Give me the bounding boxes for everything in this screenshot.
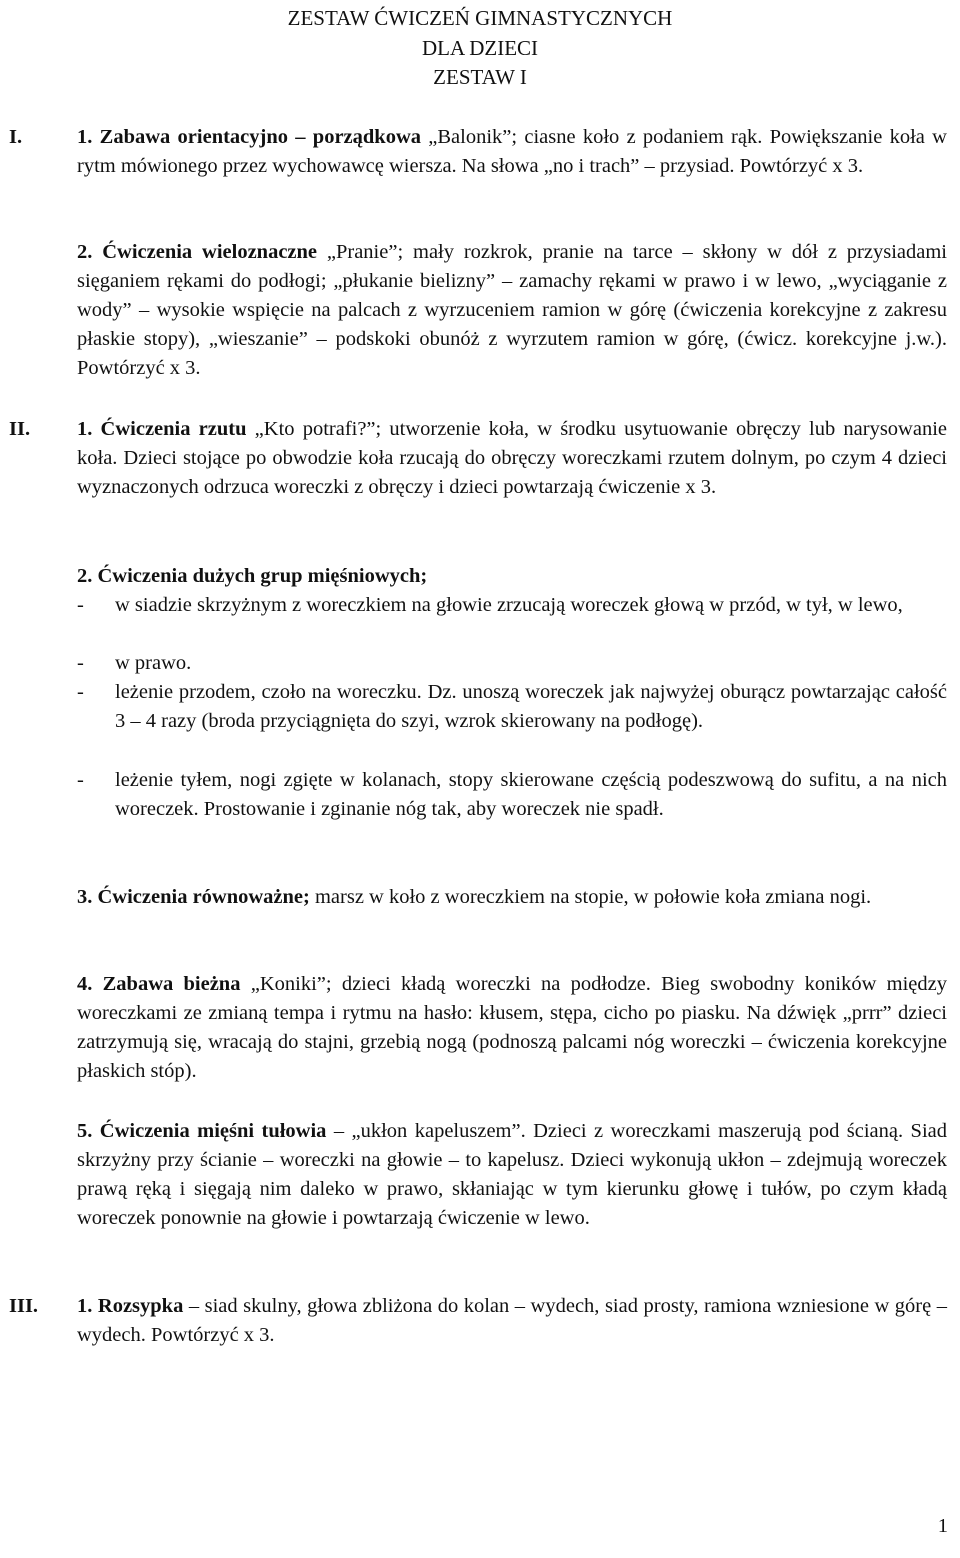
exercise-text: „Kto potrafi?”; utworzenie koła, w środku usytuowanie obręczy lub narysowanie koła. Dzieci stojące po obwodzie koła rzucają do obręczy woreczkami rzutem dolnym, po czym 4 dzieci wyznaczonych odrzuca woreczki z obręczy i dzieci powtarzają ćwiczenie x 3. [77,418,947,498]
exercise-heading: 3. Ćwiczenia równoważne; [77,886,310,908]
exercise-text: „Koniki”; dzieci kładą woreczki na podłodze. Bieg swobodny koników między woreczkami ze zmianą tempa i rytmu na hasło: kłusem, stępa, cicho po piasku. Na dźwięk „prrr” dzieci zatrzymują się, wracają do stajni, grzebią nogą (podnoszą palcami nóg woreczki – ćwiczenia korekcyjne płaskich stóp). [77,973,948,1082]
exercise-text: „Balonik”; ciasne koło z podaniem rąk. Powiększanie koła w rytm mówionego przez wychowawcę wiersza. Na słowa „no i trach” – przysiad. Powtórzyć x 3. [77,126,947,177]
section-2-exercise-4 [77,970,947,1086]
exercise-text: – „ukłon kapeluszem”. Dzieci z woreczkami maszerują pod ścianą. Siad skrzyżny przy ścianie – woreczki na głowie – to kapelusz. Dzieci wykonują ukłon – zdejmują woreczek prawą ręką i sięgają nim daleko w prawo, skłaniając w tym kierunku głowę i tułów, po czym kładą woreczek ponownie na głowie i powtarzają ćwiczenie w lewo. [77,1120,947,1229]
section-1-label: I. [9,126,23,148]
dash-item-1 [77,591,947,620]
dash-marker: - [77,594,84,616]
exercise-heading: 4. Zabawa bieżna [77,973,241,995]
exercise-heading: 2. Ćwiczenia wieloznaczne [77,241,318,263]
exercise-heading: 1. Zabawa orientacyjno – porządkowa [77,126,421,148]
dash-marker: - [77,681,84,703]
section-2-label: II. [9,418,31,440]
section-2-exercise-2-heading [77,562,947,591]
section-3-label: III. [9,1295,39,1317]
dash-marker: - [77,652,84,674]
exercise-text: „Pranie”; mały rozkrok, pranie na tarce – skłony w dół z przysiadami sięganiem rękami do podłogi; „płukanie bielizny” – zamachy rękami w prawo i w lewo, „wyciąganie z wody” – wysokie wspięcie na palcach z wyrzuceniem ramion w górę (ćwiczenia korekcyjne z zakresu płaskie stopy), „wieszanie” – podskoki obunóż z wyrzutem ramion w górę, (ćwicz. korekcyjne j.w.). Powtórzyć x 3. [77,241,947,379]
exercise-heading: 1. Ćwiczenia rzutu [77,418,247,440]
dash-item-2 [77,649,947,678]
exercise-text: – siad skulny, głowa zbliżona do kolan – wydech, siad prosty, ramiona wzniesione w górę – wydech. Powtórzyć x 3. [77,1295,947,1346]
section-2-exercise-1 [77,415,947,502]
dash-marker: - [77,769,84,791]
document-title [0,4,960,93]
section-2-exercise-5 [77,1117,947,1233]
section-1-exercise-1 [77,123,947,181]
dash-item-4 [77,766,947,824]
exercise-heading: 5. Ćwiczenia mięśni tułowia [77,1120,327,1142]
dash-item-text: w prawo. [115,652,192,674]
title-line-3: ZESTAW I [433,65,527,89]
dash-item-text: w siadzie skrzyżnym z woreczkiem na głowie zrzucają woreczek głową w przód, w tył, w lewo, [115,594,903,616]
dash-item-text: leżenie tyłem, nogi zgięte w kolanach, stopy skierowane częścią podeszwową do sufitu, a na nich woreczek. Prostowanie i zginanie nóg tak, aby woreczek nie spadł. [115,769,947,820]
title-line-2: DLA DZIECI [421,35,539,60]
section-2-exercise-3 [77,883,947,912]
dash-item-3 [77,678,947,736]
page-number: 1 [937,1515,948,1537]
section-1-exercise-2 [77,238,947,383]
section-3-exercise-1 [77,1292,947,1350]
exercise-heading: 1. Rozsypka [77,1295,184,1317]
exercise-heading: 2. Ćwiczenia dużych grup mięśniowych; [77,565,428,587]
title-line-1: ZESTAW ĆWICZEŃ GIMNASTYCZNYCH [287,6,673,30]
dash-item-text: leżenie przodem, czoło na woreczku. Dz. unoszą woreczek jak najwyżej oburącz powtarzając całość 3 – 4 razy (broda przyciągnięta do szyi, wzrok skierowany na podłogę). [115,681,947,732]
exercise-text: marsz w koło z woreczkiem na stopie, w połowie koła zmiana nogi. [309,886,872,908]
